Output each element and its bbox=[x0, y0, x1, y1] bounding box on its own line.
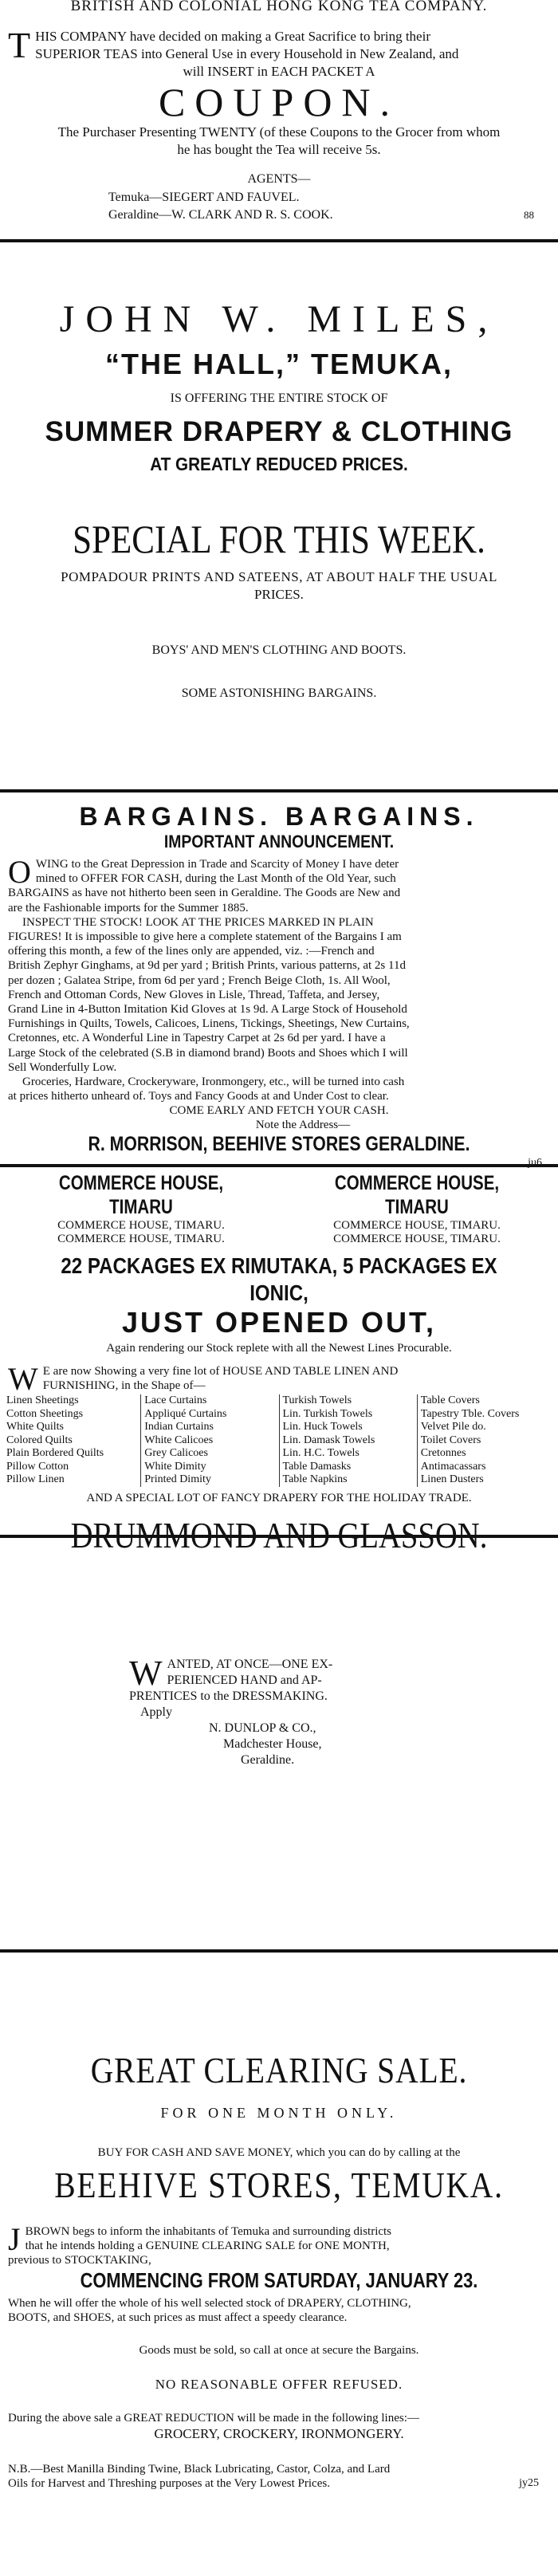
linen-item: Table Covers bbox=[420, 1394, 480, 1406]
ad2-special: SPECIAL FOR THIS WEEK. bbox=[73, 517, 485, 561]
tea-company-ad bbox=[0, 0, 558, 239]
ad4-header-small-right-2: COMMERCE HOUSE, TIMARU. bbox=[333, 1233, 501, 1245]
ad3-line: Furnishings in Quilts, Towels, Calicoes, Linens, Tickings, Sheetings, New Curtains, bbox=[8, 1017, 410, 1031]
ad2-boys: BOYS' AND MEN'S CLOTHING AND BOOTS. bbox=[151, 643, 407, 657]
morrison-bargains-ad bbox=[0, 793, 558, 1170]
linen-item: Linen Dusters bbox=[420, 1473, 484, 1485]
ad3-line: Grand Line in 4-Button Imitation Kid Gloves at 1s 9d. A Large Stock of Household bbox=[8, 1003, 407, 1017]
ad1-agent1: Temuka—SIEGERT AND FAUVEL. bbox=[108, 191, 300, 204]
ad6-refused: NO REASONABLE OFFER REFUSED. bbox=[155, 2377, 403, 2392]
ad4-packages: 22 PACKAGES EX RIMUTAKA, 5 PACKAGES EX IONIC, bbox=[61, 1253, 497, 1305]
ad3-line: Large Stock of the celebrated (S.B in diamond brand) Boots and Shoes which I will bbox=[8, 1046, 408, 1060]
linen-item: Linen Sheetings bbox=[6, 1394, 79, 1406]
divider-4 bbox=[0, 1535, 558, 1538]
ad3-line: INSPECT THE STOCK! LOOK AT THE PRICES MARKED IN PLAIN bbox=[22, 915, 374, 929]
linen-item: Tapestry Tble. Covers bbox=[420, 1407, 520, 1420]
divider-3 bbox=[0, 1164, 558, 1167]
ad6-nb1: N.B.—Best Manilla Binding Twine, Black Lubricating, Castor, Colza, and Lard bbox=[8, 2463, 391, 2476]
ad6-b3: previous to STOCKTAKING, bbox=[8, 2254, 151, 2267]
divider-1 bbox=[0, 239, 558, 242]
ad3-line: per dozen ; Galatea Stripe, from 6d per yard ; French Beige Cloth, 1s. All Wool, bbox=[8, 973, 391, 987]
commerce-house-ad bbox=[0, 1168, 558, 1555]
ad6-store: BEEHIVE STORES, TEMUKA. bbox=[54, 2165, 504, 2205]
linen-item: Colored Quilts bbox=[6, 1434, 73, 1446]
ad4-header-small-right-1: COMMERCE HOUSE, TIMARU. bbox=[333, 1219, 501, 1232]
ad3-line: Cretonnes, etc. A Wonderful Line in Tapestry Carpet at 2s 6d per yard. I have a bbox=[8, 1032, 386, 1045]
ad3-sub: IMPORTANT ANNOUNCEMENT. bbox=[163, 832, 395, 851]
linen-item: White Dimity bbox=[144, 1460, 206, 1473]
divider-2 bbox=[0, 789, 558, 792]
ad4-header-small-left-2: COMMERCE HOUSE, TIMARU. bbox=[57, 1233, 225, 1245]
linen-item: Velvet Pile do. bbox=[420, 1421, 486, 1433]
john-miles-ad bbox=[0, 243, 558, 785]
linen-item: Toilet Covers bbox=[420, 1434, 481, 1446]
ad3-line: at prices hitherto unheard of. Toys and Fancy Goods at and Under Cost to clear. bbox=[8, 1090, 389, 1103]
ad2-store: “THE HALL,” TEMUKA, bbox=[105, 348, 453, 380]
ad2-name: JOHN W. MILES, bbox=[59, 298, 499, 340]
ad3-come: COME EARLY AND FETCH YOUR CASH. bbox=[169, 1104, 389, 1118]
ad5-street: Madchester House, bbox=[223, 1737, 322, 1751]
ad5-line1: ANTED, AT ONCE—ONE EX- bbox=[167, 1658, 333, 1671]
ad5-dropcap: W bbox=[129, 1654, 163, 1693]
ad3-line: BARGAINS as have not hitherto been seen in Geraldine. The Goods are New and bbox=[8, 887, 401, 900]
ad1-agent2: Geraldine—W. CLARK AND R. S. COOK. bbox=[108, 208, 333, 222]
linen-item: Turkish Towels bbox=[282, 1394, 352, 1406]
ad5-line2: PERIENCED HAND and AP- bbox=[167, 1673, 322, 1687]
ad1-dropcap: T bbox=[8, 25, 31, 65]
ad4-header-big-left: COMMERCE HOUSE, TIMARU bbox=[58, 1172, 224, 1218]
ad3-body bbox=[0, 852, 558, 1103]
ad6-b2: that he intends holding a GENUINE CLEARING SALE for ONE MONTH, bbox=[25, 2240, 390, 2252]
linen-item: Appliqué Curtains bbox=[144, 1407, 227, 1420]
ad6-dropcap: J bbox=[8, 2221, 21, 2257]
ad1-line4: The Purchaser Presenting TWENTY (of these Coupons to the Grocer from whom bbox=[57, 124, 501, 140]
ad6-b1: BROWN begs to inform the inhabitants of Temuka and surrounding districts bbox=[25, 2225, 392, 2238]
ad3-note: Note the Address— bbox=[255, 1119, 351, 1132]
ad4-replete: Again rendering our Stock replete with all the Newest Lines Procurable. bbox=[106, 1342, 452, 1355]
ad3-line: FIGURES! It is impossible to give here a complete statement of the Bargains I am bbox=[8, 930, 402, 944]
divider-5 bbox=[0, 1949, 558, 1953]
linen-item: Cotton Sheetings bbox=[6, 1407, 84, 1420]
ad5-name: N. DUNLOP & CO., bbox=[209, 1721, 316, 1735]
ad6-ref: jy25 bbox=[519, 2477, 539, 2489]
ad5-apply: Apply bbox=[140, 1705, 172, 1719]
ad4-linen-table bbox=[0, 1393, 558, 1487]
linen-item: Lin. Turkish Towels bbox=[282, 1407, 373, 1420]
ad3-line: mined to OFFER FOR CASH, during the Last Month of the Old Year, such bbox=[35, 872, 396, 886]
ad3-line: offering this month, a few of the lines only are appended, viz. :—French and bbox=[8, 945, 375, 958]
ad3-headline: BARGAINS. BARGAINS. bbox=[79, 802, 479, 831]
linen-item: White Quilts bbox=[6, 1421, 64, 1433]
ad2-bargains: SOME ASTONISHING BARGAINS. bbox=[181, 686, 377, 700]
linen-item: Lace Curtains bbox=[144, 1394, 207, 1406]
ad4-firm: DRUMMOND AND GLASSON. bbox=[70, 1514, 488, 1555]
ad3-ref: ju6 bbox=[528, 1157, 542, 1170]
ad3-line: Groceries, Hardware, Crockeryware, Ironmongery, etc., will be turned into cash bbox=[22, 1076, 405, 1089]
beehive-clearing-sale-ad bbox=[0, 1953, 558, 2576]
ad1-line5: he has bought the Tea will receive 5s. bbox=[177, 142, 381, 157]
ad6-reduction: During the above sale a GREAT REDUCTION will be made in the following lines:— bbox=[8, 2412, 419, 2425]
linen-item: Grey Calicoes bbox=[144, 1447, 208, 1459]
linen-item: Pillow Cotton bbox=[6, 1460, 69, 1473]
ad6-w2: BOOTS, and SHOES, at such prices as must affect a speedy clearance. bbox=[8, 2311, 348, 2324]
linen-item: Printed Dimity bbox=[144, 1473, 211, 1485]
ad3-address: R. MORRISON, BEEHIVE STORES GERALDINE. bbox=[88, 1133, 470, 1156]
ad1-agents-title: AGENTS— bbox=[247, 172, 311, 186]
linen-item: Table Damasks bbox=[282, 1460, 352, 1473]
ad2-prints2: PRICES. bbox=[254, 587, 304, 602]
linen-item: Antimacassars bbox=[420, 1460, 486, 1473]
ad1-coupon: COUPON. bbox=[158, 80, 400, 124]
ad4-intro1: E are now Showing a very fine lot of HOUSE AND TABLE LINEN AND bbox=[42, 1365, 399, 1378]
linen-item: Plain Bordered Quilts bbox=[6, 1447, 104, 1459]
ad3-line: Sell Wonderfully Low. bbox=[8, 1060, 117, 1074]
ad1-line3: will INSERT in EACH PACKET A bbox=[183, 64, 375, 79]
ad4-special: AND A SPECIAL LOT OF FANCY DRAPERY FOR THE HOLIDAY TRADE. bbox=[86, 1491, 472, 1504]
ad3-dropcap: O bbox=[8, 854, 31, 890]
ad6-sold: Goods must be sold, so call at once at secure the Bargains. bbox=[139, 2344, 419, 2357]
ad6-nb2: Oils for Harvest and Threshing purposes at the Very Lowest Prices. bbox=[8, 2477, 330, 2490]
ad4-opened: JUST OPENED OUT, bbox=[121, 1306, 437, 1339]
linen-item: White Calicoes bbox=[144, 1434, 214, 1446]
dunlop-wanted-ad bbox=[0, 1539, 558, 1826]
ad6-month: FOR ONE MONTH ONLY. bbox=[160, 2105, 398, 2121]
ad6-commencing: COMMENCING FROM SATURDAY, JANUARY 23. bbox=[80, 2268, 478, 2292]
ad6-buy: BUY FOR CASH AND SAVE MONEY, which you can do by calling at the bbox=[97, 2146, 461, 2159]
linen-item: Indian Curtains bbox=[144, 1421, 214, 1433]
ad3-line: French and Ottoman Cords, New Gloves in Lisle, Thread, Taffeta, and Jersey, bbox=[8, 988, 380, 1001]
ad1-line2: SUPERIOR TEAS into General Use in every Household in New Zealand, and bbox=[35, 46, 459, 61]
ad1-ref: 88 bbox=[524, 209, 534, 221]
linen-item: Lin. H.C. Towels bbox=[282, 1447, 360, 1459]
ad6-w1: When he will offer the whole of his well selected stock of DRAPERY, CLOTHING, bbox=[8, 2297, 411, 2310]
ad6-headline: GREAT CLEARING SALE. bbox=[90, 2050, 468, 2090]
linen-item: Pillow Linen bbox=[6, 1473, 65, 1485]
ad2-offering: IS OFFERING THE ENTIRE STOCK OF bbox=[170, 391, 388, 405]
ad5-line3: PRENTICES to the DRESSMAKING. bbox=[129, 1689, 328, 1703]
ad1-title: BRITISH AND COLONIAL HONG KONG TEA COMPANY. bbox=[70, 0, 488, 14]
ad1-line1: HIS COMPANY have decided on making a Great Sacrifice to bring their bbox=[35, 29, 430, 44]
ad2-subhead: AT GREATLY REDUCED PRICES. bbox=[150, 454, 408, 474]
linen-item: Table Napkins bbox=[282, 1473, 348, 1485]
linen-item: Lin. Damask Towels bbox=[282, 1434, 375, 1446]
ad6-lines: GROCERY, CROCKERY, IRONMONGERY. bbox=[154, 2426, 404, 2441]
ad3-line: British Zephyr Ginghams, at 9d per yard ; British Prints, various patterns, at 2s 11d bbox=[8, 959, 406, 973]
linen-item: Lin. Huck Towels bbox=[282, 1421, 363, 1433]
ad4-header-big-right: COMMERCE HOUSE, TIMARU bbox=[334, 1172, 500, 1218]
ad4-dropcap: W bbox=[8, 1361, 38, 1397]
ad5-town: Geraldine. bbox=[241, 1753, 295, 1767]
linen-item: Cretonnes bbox=[420, 1447, 466, 1459]
ad3-line: WING to the Great Depression in Trade and Scarcity of Money I have deter bbox=[35, 858, 399, 871]
ad2-prints1: POMPADOUR PRINTS AND SATEENS, AT ABOUT HALF THE USUAL bbox=[61, 569, 497, 584]
ad3-line: are the Fashionable imports for the Summer 1885. bbox=[8, 901, 249, 914]
ad2-headline: SUMMER DRAPERY & CLOTHING bbox=[45, 416, 513, 447]
ad4-header-small-left-1: COMMERCE HOUSE, TIMARU. bbox=[57, 1219, 225, 1232]
ad4-intro2: FURNISHING, in the Shape of— bbox=[42, 1379, 206, 1392]
